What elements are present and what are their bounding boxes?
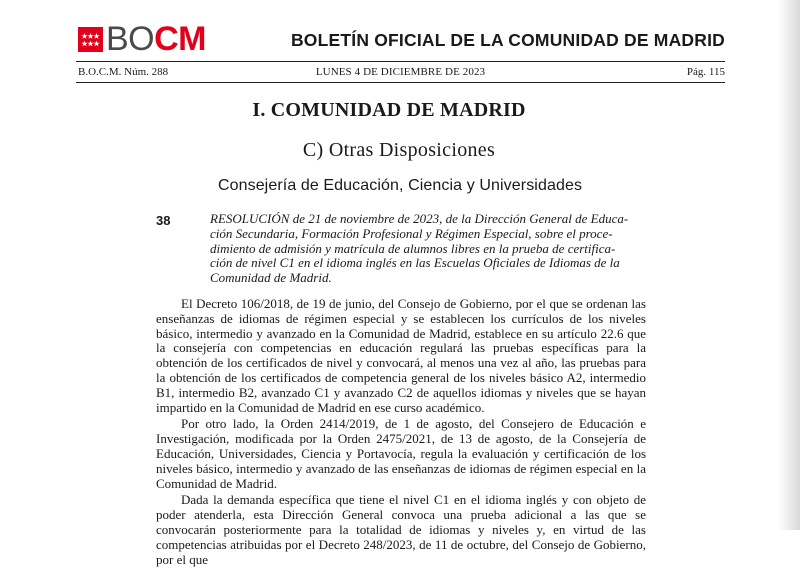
issue-meta-bar xyxy=(76,66,725,82)
header-rule-bottom xyxy=(76,82,725,83)
resolution-heading xyxy=(210,212,646,286)
resolution-line: ción Secundaria, Formación Profesional y Régimen Especial, sobre el proce- xyxy=(210,225,613,241)
logo-suffix: CM xyxy=(154,20,207,58)
body-paragraph: Por otro lado, la Orden 2414/2019, de 1 de agosto, del Consejero de Educación e Investigación, modificada por la Orden 2475/2021, de 13 de agosto, de la Consejería de Educación, Universidades, Ciencia y Portavocía, regula la evaluación y certificación de los niveles básico, intermedio y avanzado de las enseñanzas de idiomas de régimen especial en la Comunidad de Madrid. xyxy=(156,416,646,491)
body-paragraph: El Decreto 106/2018, de 19 de junio, del Consejo de Gobierno, por el que se ordenan las enseñanzas de idiomas de régimen especial y se establecen los currículos de los niveles básico, intermedio y avanzado en la Comunidad de Madrid, establece en su artículo 22.6 que la consejería con competencias en educación regulará las pruebas específicas para la obtención de los certificados de nivel y convocará, al menos una vez al año, las pruebas para la obtención de los certificados de competencia general de los niveles básico A2, intermedio B1, intermedio B2, avanzado C1 y avanzado C2 de aquellos idiomas y niveles que se hayan impartido en la Comunidad de Madrid en ese curso académico. xyxy=(156,296,646,415)
resolution-line: RESOLUCIÓN de 21 de noviembre de 2023, de la Dirección General de Educa- xyxy=(210,211,629,226)
issue-number: B.O.C.M. Núm. 288 xyxy=(78,66,169,78)
madrid-stars-logo-icon xyxy=(78,27,103,52)
body-text xyxy=(156,297,646,569)
bocm-logo xyxy=(106,20,206,58)
resolution-line: ción de nivel C1 en el idioma inglés en las Escuelas Oficiales de Idiomas de la xyxy=(210,255,620,271)
resolution-line: dimiento de admisión y matrícula de alumnos libres en la prueba de certifica- xyxy=(210,240,616,256)
page-edge-shadow xyxy=(778,0,800,530)
bulletin-header xyxy=(76,22,725,60)
issue-date: LUNES 4 DE DICIEMBRE DE 2023 xyxy=(315,66,486,78)
entry-number: 38 xyxy=(156,213,171,228)
body-paragraph: Dada la demanda específica que tiene el nivel C1 en el idioma inglés y con objeto de poder atenderla, esta Dirección General convoca una prueba adicional a las que se convocarán posteriormente para la totalidad de idiomas y niveles y, en virtud de las competencias atribuidas por el Decreto 248/2023, de 11 de octubre, del Consejo de Gobierno, por el que xyxy=(156,492,646,567)
subsection-title: C) Otras Disposiciones xyxy=(302,139,496,161)
department-title: Consejería de Educación, Ciencia y Universidades xyxy=(217,177,583,194)
publication-title: BOLETÍN OFICIAL DE LA COMUNIDAD DE MADRID xyxy=(290,30,725,50)
page-number: Pág. 115 xyxy=(686,66,725,78)
header-rule-top xyxy=(76,61,725,62)
logo-prefix: BO xyxy=(106,20,155,58)
resolution-line: Comunidad de Madrid. xyxy=(210,270,332,286)
section-title: I. COMUNIDAD DE MADRID xyxy=(252,99,526,121)
